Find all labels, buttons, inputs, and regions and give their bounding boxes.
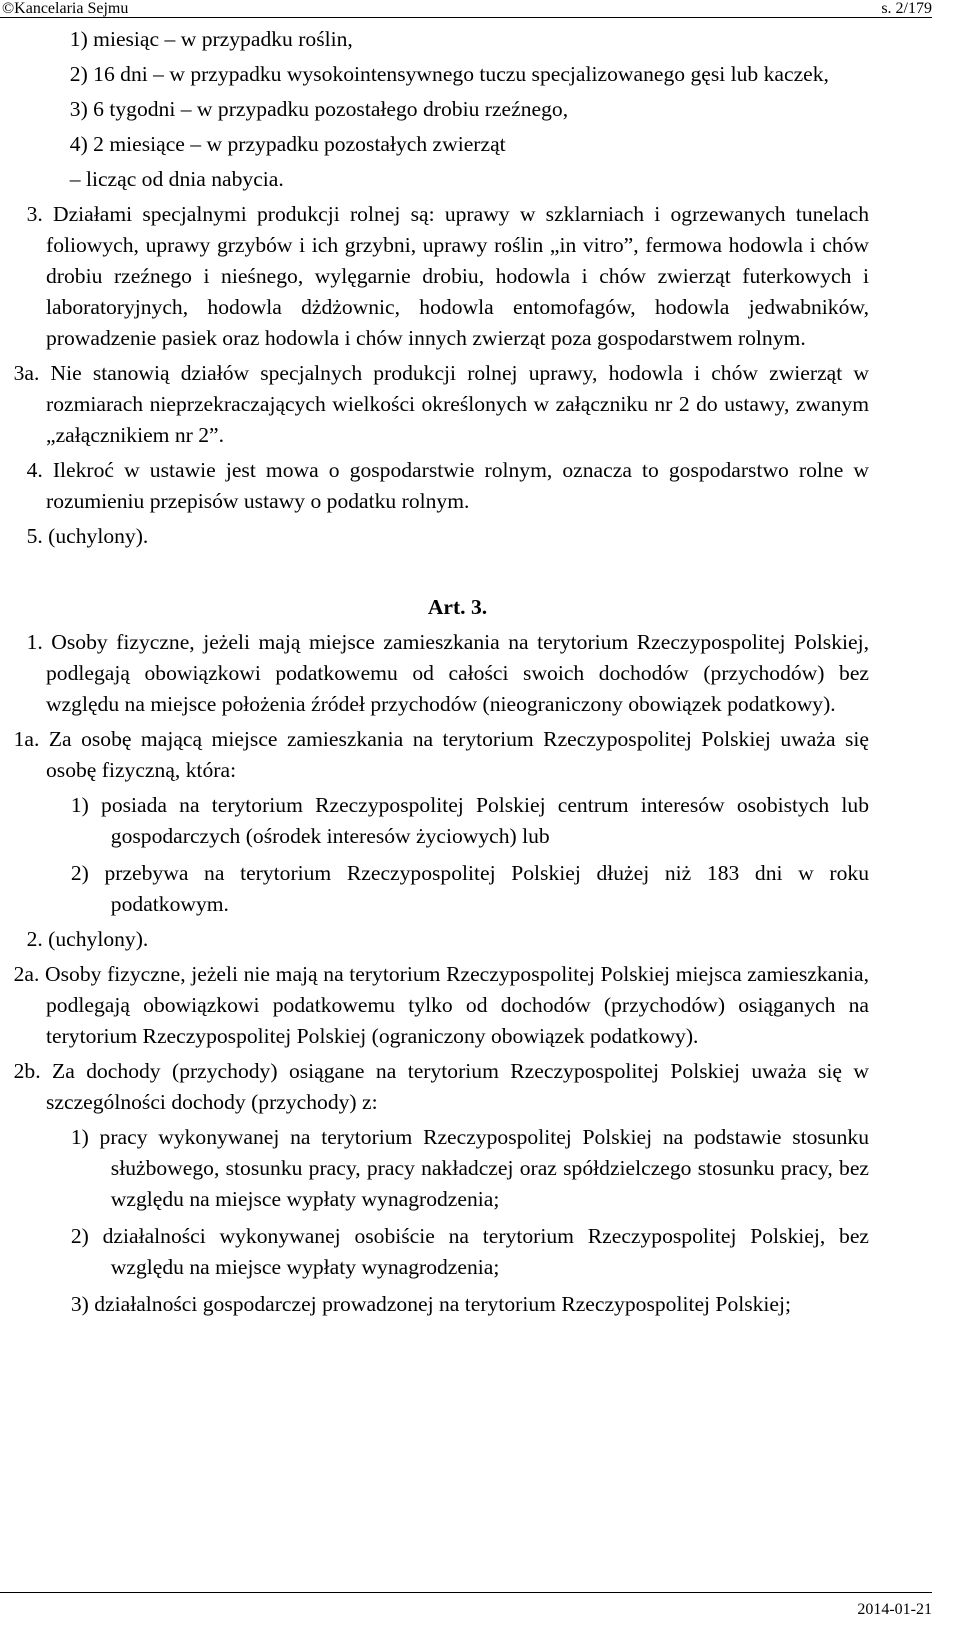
article3-para-2b: 2b. Za dochody (przychody) osiągane na terytorium Rzeczypospolitej Polskiej uważa się w szczególności dochody (przychody) z: <box>13 1059 869 1114</box>
para-2b-item-2: 2) działalności wykonywanej osobiście na terytorium Rzeczypospolitej Polskiej, bez względu na miejsce wypłaty wynagrodzenia; <box>70 1224 869 1279</box>
paragraph-5: 5. (uchylony). <box>26 524 149 548</box>
list1-tail: – licząc od dnia nabycia. <box>69 167 284 191</box>
header-publisher: ©Kancelaria Sejmu <box>2 0 129 17</box>
article3-para-1: 1. Osoby fizyczne, jeżeli mają miejsce zamieszkania na terytorium Rzeczypospolitej Polskiej, podlegają obowiązkowi podatkowemu od całości swoich dochodów (przychodów) bez względu na miejsce położenia źródeł przychodów (nieograniczony obowiązek podatkowy). <box>26 630 869 716</box>
article3-para-2: 2. (uchylony). <box>26 927 149 951</box>
paragraph-3a: 3a. Nie stanowią działów specjalnych produkcji rolnej uprawy, hodowla i chów zwierząt w rozmiarach nieprzekraczających wielkości określonych w załączniku nr 2 do ustawy, zwanym „załącznikiem nr 2”. <box>13 361 869 447</box>
header-page-number: s. 2/179 <box>881 0 932 17</box>
footer-date: 2014-01-21 <box>857 1601 932 1618</box>
list1-item-4: 4) 2 miesiące – w przypadku pozostałych zwierząt <box>69 132 506 156</box>
para-1a-item-1: 1) posiada na terytorium Rzeczypospolitej Polskiej centrum interesów osobistych lub gospodarczych (ośrodek interesów życiowych) lub <box>70 793 869 848</box>
para-2b-item-3: 3) działalności gospodarczej prowadzonej na terytorium Rzeczypospolitej Polskiej; <box>70 1292 792 1316</box>
document-body <box>13 24 869 1320</box>
footer-rule <box>0 1592 932 1593</box>
header-rule <box>0 17 932 18</box>
para-2b-item-1: 1) pracy wykonywanej na terytorium Rzeczypospolitej Polskiej na podstawie stosunku służbowego, stosunku pracy, pracy nakładczej oraz spółdzielczego stosunku pracy, bez względu na miejsce wypłaty wynagrodzenia; <box>70 1125 869 1211</box>
article-heading: Art. 3. <box>427 595 488 619</box>
list1-item-1: 1) miesiąc – w przypadku roślin, <box>69 27 353 51</box>
paragraph-4: 4. Ilekroć w ustawie jest mowa o gospodarstwie rolnym, oznacza to gospodarstwo rolne w rozumieniu przepisów ustawy o podatku rolnym. <box>26 458 869 513</box>
para-1a-item-2: 2) przebywa na terytorium Rzeczypospolitej Polskiej dłużej niż 183 dni w roku podatkowym. <box>70 861 869 916</box>
list1-item-3: 3) 6 tygodni – w przypadku pozostałego drobiu rzeźnego, <box>69 97 569 121</box>
list1-item-2: 2) 16 dni – w przypadku wysokointensywnego tuczu specjalizowanego gęsi lub kaczek, <box>69 62 829 86</box>
article3-para-2a: 2a. Osoby fizyczne, jeżeli nie mają na terytorium Rzeczypospolitej Polskiej miejsca zamieszkania, podlegają obowiązkowi podatkowemu tylko od dochodów (przychodów) osiąganych na terytorium Rzeczypospolitej Polskiej (ograniczony obowiązek podatkowy). <box>13 962 869 1048</box>
article3-para-1a: 1a. Za osobę mającą miejsce zamieszkania na terytorium Rzeczypospolitej Polskiej uważa się osobę fizyczną, która: <box>13 727 869 782</box>
paragraph-3: 3. Działami specjalnymi produkcji rolnej są: uprawy w szklarniach i ogrzewanych tunelach foliowych, uprawy grzybów i ich grzybni, uprawy roślin „in vitro”, fermowa hodowla i chów drobiu rzeźnego i nieśnego, wylęgarnie drobiu, hodowla i chów zwierząt futerkowych i laboratoryjnych, hodowla dżdżownic, hodowla entomofagów, hodowla jedwabników, prowadzenie pasiek oraz hodowla i chów innych zwierząt poza gospodarstwem rolnym. <box>26 202 869 350</box>
